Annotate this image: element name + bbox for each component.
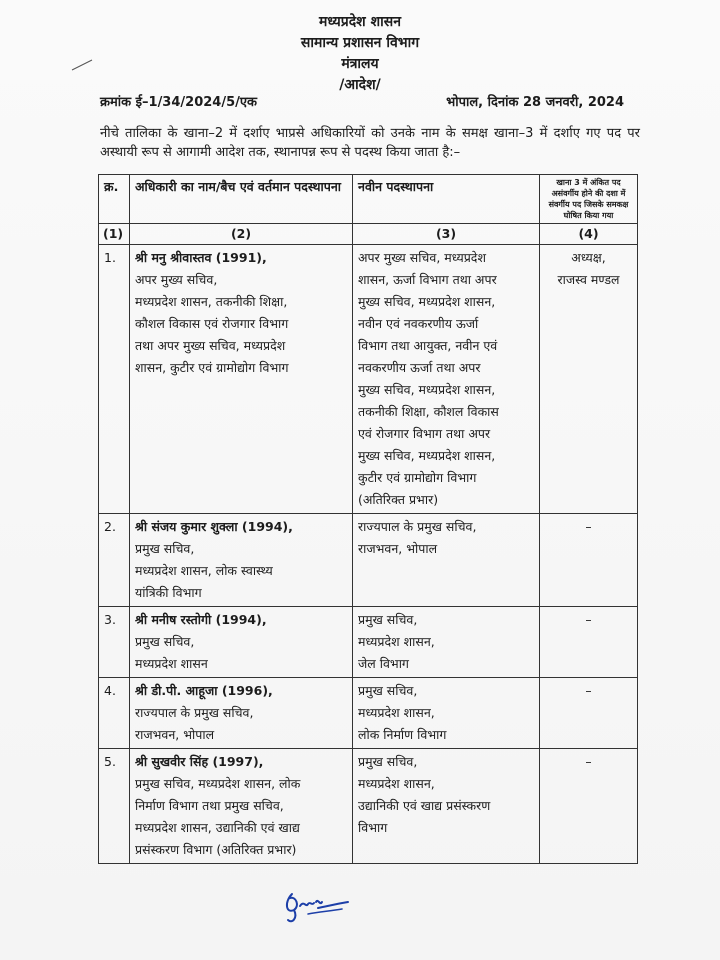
row-sn: 4.	[99, 678, 130, 749]
officer-name: श्री सुखवीर सिंह (1997),	[135, 754, 264, 769]
new-posting-line: प्रमुख सचिव,	[358, 612, 418, 627]
posting-table	[98, 174, 638, 864]
new-posting-line: मध्यप्रदेश शासन,	[358, 634, 435, 649]
current-posting-line: मध्यप्रदेश शासन, लोक स्वास्थ्य	[135, 563, 273, 578]
new-posting-line: शासन, ऊर्जा विभाग तथा अपर	[358, 272, 497, 287]
order-line	[100, 92, 624, 110]
new-posting-cell	[353, 678, 540, 749]
row-sn: 3.	[99, 607, 130, 678]
new-posting-line: राजभवन, भोपाल	[358, 541, 438, 556]
note-cell	[540, 749, 638, 864]
note-cell	[540, 678, 638, 749]
column-number: (3)	[353, 224, 540, 245]
officer-cell	[130, 514, 353, 607]
new-posting-cell	[353, 749, 540, 864]
note-cell	[540, 514, 638, 607]
new-posting-line: प्रमुख सचिव,	[358, 754, 418, 769]
new-posting-line: नवकरणीय ऊर्जा तथा अपर	[358, 360, 481, 375]
current-posting-line: शासन, कुटीर एवं ग्रामोद्योग विभाग	[135, 360, 289, 375]
current-posting-line: मध्यप्रदेश शासन, उद्यानिकी एवं खाद्य	[135, 820, 300, 835]
order-place-date: भोपाल, दिनांक 28 जनवरी, 2024	[446, 95, 624, 110]
new-posting-line: नवीन एवं नवकरणीय ऊर्जा	[358, 316, 479, 331]
new-posting-line: तकनीकी शिक्षा, कौशल विकास	[358, 404, 499, 419]
table-row	[99, 514, 638, 607]
column-number-row	[99, 224, 638, 245]
table-row	[99, 607, 638, 678]
header-sn: क्र.	[99, 175, 130, 224]
officer-name: श्री संजय कुमार शुक्ला (1994),	[135, 519, 293, 534]
row-sn: 5.	[99, 749, 130, 864]
current-posting-line: राज्यपाल के प्रमुख सचिव,	[135, 705, 254, 720]
new-posting-line: जेल विभाग	[358, 656, 409, 671]
header-officer: अधिकारी का नाम/बैच एवं वर्तमान पदस्थापना	[130, 175, 353, 224]
department-name: सामान्य प्रशासन विभाग	[300, 35, 420, 51]
note-line: अध्यक्ष,	[571, 250, 606, 265]
row-sn: 2.	[99, 514, 130, 607]
note-line: –	[585, 519, 592, 534]
order-number: क्रमांक ई–1/34/2024/5/एक	[100, 95, 258, 110]
new-posting-cell	[353, 514, 540, 607]
officer-cell	[130, 678, 353, 749]
officer-cell	[130, 749, 353, 864]
current-posting-line: प्रमुख सचिव,	[135, 541, 195, 556]
note-line: –	[585, 683, 592, 698]
handwritten-signature	[278, 884, 350, 928]
new-posting-line: विभाग तथा आयुक्त, नवीन एवं	[358, 338, 498, 353]
current-posting-line: प्रमुख सचिव,	[135, 634, 195, 649]
current-posting-line: निर्माण विभाग तथा प्रमुख सचिव,	[135, 798, 284, 813]
header-note: खाना 3 में अंकित पद असंवर्गीय होने की दशा में संवर्गीय पद जिसके समकक्ष घोषित किया गया	[540, 175, 638, 224]
new-posting-line: मुख्य सचिव, मध्यप्रदेश शासन,	[358, 448, 496, 463]
new-posting-cell	[353, 245, 540, 514]
officer-name: श्री डी.पी. आहूजा (1996),	[135, 683, 273, 698]
new-posting-cell	[353, 607, 540, 678]
table-body	[99, 245, 638, 864]
current-posting-line: अपर मुख्य सचिव,	[135, 272, 218, 287]
new-posting-line: प्रमुख सचिव,	[358, 683, 418, 698]
note-cell	[540, 607, 638, 678]
new-posting-line: मुख्य सचिव, मध्यप्रदेश शासन,	[358, 294, 496, 309]
row-sn: 1.	[99, 245, 130, 514]
officer-cell	[130, 607, 353, 678]
current-posting-line: तथा अपर मुख्य सचिव, मध्यप्रदेश	[135, 338, 286, 353]
new-posting-line: अपर मुख्य सचिव, मध्यप्रदेश	[358, 250, 486, 265]
current-posting-line: मध्यप्रदेश शासन	[135, 656, 208, 671]
column-number: (2)	[130, 224, 353, 245]
note-line: –	[585, 612, 592, 627]
officer-name: श्री मनु श्रीवास्तव (1991),	[135, 250, 267, 265]
table-header-row	[99, 175, 638, 224]
intro-paragraph: नीचे तालिका के खाना–2 में दर्शाए भाप्रसे अधिकारियों को उनके नाम के समक्ष खाना–3 में दर्शाए गए पद पर अस्थायी रूप से आगामी आदेश तक, स्थानापन्न रूप से पदस्थ किया जाता है:–	[100, 126, 640, 160]
new-posting-line: मुख्य सचिव, मध्यप्रदेश शासन,	[358, 382, 496, 397]
government-name: मध्यप्रदेश शासन	[319, 14, 401, 30]
new-posting-line: उद्यानिकी एवं खाद्य प्रसंस्करण	[358, 798, 491, 813]
new-posting-line: लोक निर्माण विभाग	[358, 727, 447, 742]
table-row	[99, 678, 638, 749]
table-row	[99, 245, 638, 514]
note-line: –	[585, 754, 592, 769]
current-posting-line: राजभवन, भोपाल	[135, 727, 215, 742]
current-posting-line: प्रमुख सचिव, मध्यप्रदेश शासन, लोक	[135, 776, 301, 791]
note-cell	[540, 245, 638, 514]
new-posting-line: कुटीर एवं ग्रामोद्योग विभाग	[358, 470, 477, 485]
current-posting-line: मध्यप्रदेश शासन, तकनीकी शिक्षा,	[135, 294, 288, 309]
document-type: /आदेश/	[339, 77, 381, 93]
current-posting-line: यांत्रिकी विभाग	[135, 585, 202, 600]
new-posting-line: एवं रोजगार विभाग तथा अपर	[358, 426, 491, 441]
ministry-name: मंत्रालय	[341, 56, 379, 72]
header-new-posting: नवीन पदस्थापना	[353, 175, 540, 224]
table-row	[99, 749, 638, 864]
new-posting-line: मध्यप्रदेश शासन,	[358, 705, 435, 720]
column-number: (4)	[540, 224, 638, 245]
current-posting-line: कौशल विकास एवं रोजगार विभाग	[135, 316, 289, 331]
officer-name: श्री मनीष रस्तोगी (1994),	[135, 612, 267, 627]
note-line: राजस्व मण्डल	[557, 272, 620, 287]
new-posting-line: विभाग	[358, 820, 388, 835]
column-number: (1)	[99, 224, 130, 245]
officer-cell	[130, 245, 353, 514]
new-posting-line: राज्यपाल के प्रमुख सचिव,	[358, 519, 477, 534]
new-posting-line: मध्यप्रदेश शासन,	[358, 776, 435, 791]
current-posting-line: प्रसंस्करण विभाग (अतिरिक्त प्रभार)	[135, 842, 297, 857]
letterhead	[0, 12, 720, 96]
pen-stroke-mark	[70, 58, 94, 72]
new-posting-line: (अतिरिक्त प्रभार)	[358, 492, 439, 507]
